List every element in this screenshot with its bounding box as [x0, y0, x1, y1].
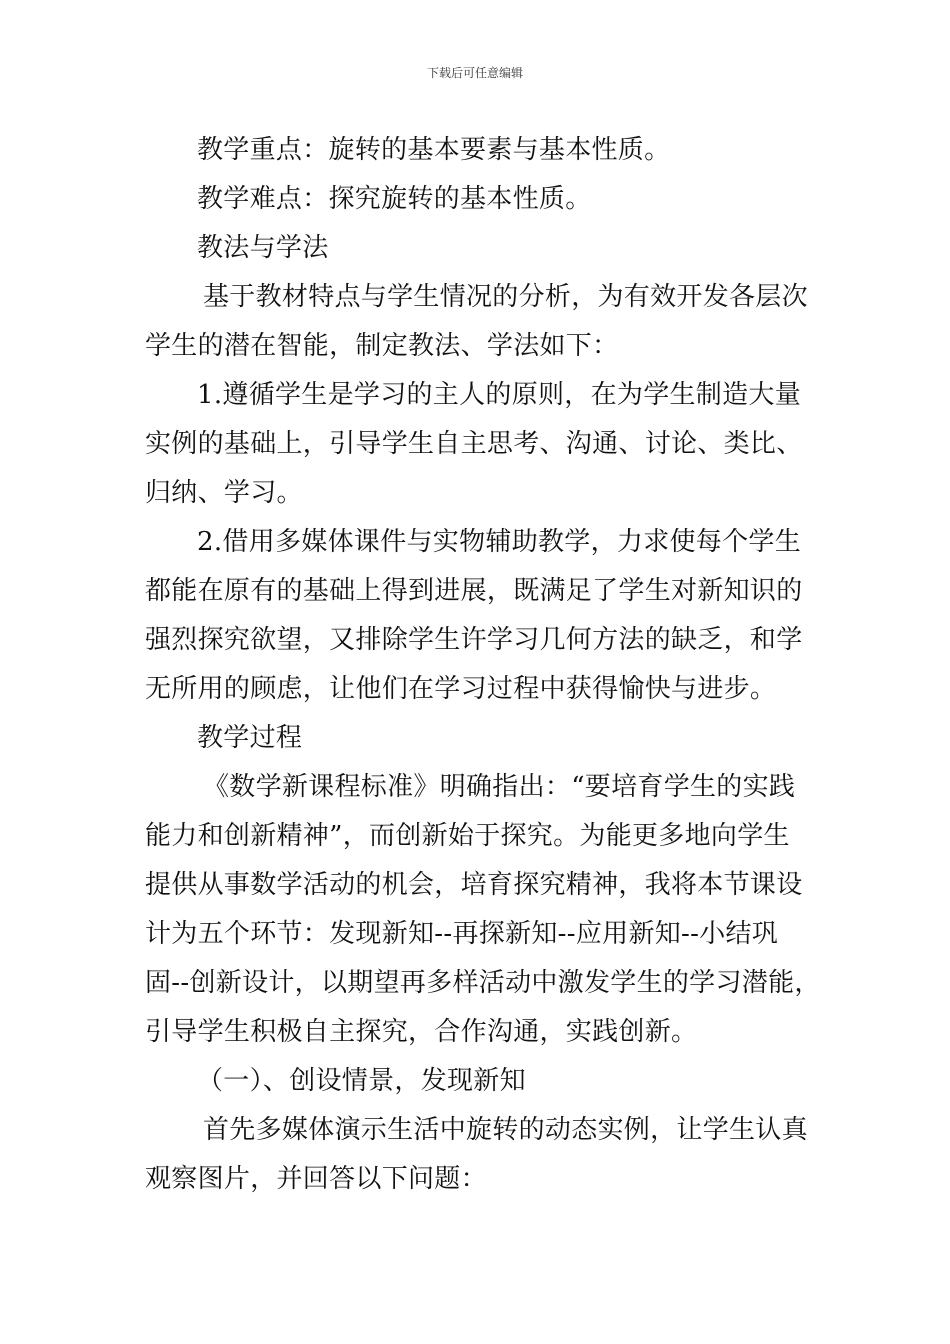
text-line: 引导学生积极自主探究，合作沟通，实践创新。: [145, 1017, 698, 1047]
text-line: 教学重点：旋转的基本要素与基本性质。: [197, 135, 671, 165]
text-line: 1.遵循学生是学习的主人的原则，在为学生制造大量: [197, 380, 802, 410]
text-line: 基于教材特点与学生情况的分析，为有效开发各层次: [203, 282, 808, 312]
text-line: （一）、创设情景，发现新知: [197, 1066, 526, 1096]
text-line: 实例的基础上，引导学生自主思考、沟通、讨论、类比、: [145, 429, 803, 459]
text-line: 无所用的顾虑，让他们在学习过程中获得愉快与进步。: [145, 674, 777, 704]
text-line: 能力和创新精神”，而创新始于探究。为能更多地向学生: [145, 821, 790, 851]
text-line: 归纳、学习。: [145, 478, 303, 508]
text-line: 强烈探究欲望，又排除学生许学习几何方法的缺乏，和学: [145, 625, 803, 655]
text-line: 计为五个环节：发现新知--再探新知--应用新知--小结巩: [145, 919, 779, 949]
text-line: 固--创新设计，以期望再多样活动中激发学生的学习潜能，: [145, 968, 821, 998]
text-line: 提供从事数学活动的机会，培育探究精神，我将本节课设: [145, 870, 803, 900]
text-line: 观察图片，并回答以下问题：: [145, 1164, 487, 1194]
text-line: 首先多媒体演示生活中旋转的动态实例，让学生认真: [203, 1115, 808, 1145]
text-line: 教学过程: [197, 723, 303, 753]
text-line: 2.借用多媒体课件与实物辅助教学，力求使每个学生: [197, 527, 802, 557]
text-line: 都能在原有的基础上得到进展，既满足了学生对新知识的: [145, 576, 803, 606]
text-line: 教学难点：探究旋转的基本性质。: [197, 184, 592, 214]
text-line: 学生的潜在智能，制定教法、学法如下：: [145, 331, 619, 361]
document-body: [145, 126, 821, 1204]
page-header: 下载后可任意编辑: [426, 66, 523, 80]
text-line: 教法与学法: [197, 233, 329, 263]
text-line: 《数学新课程标准》明确指出：“要培育学生的实践: [203, 772, 796, 802]
